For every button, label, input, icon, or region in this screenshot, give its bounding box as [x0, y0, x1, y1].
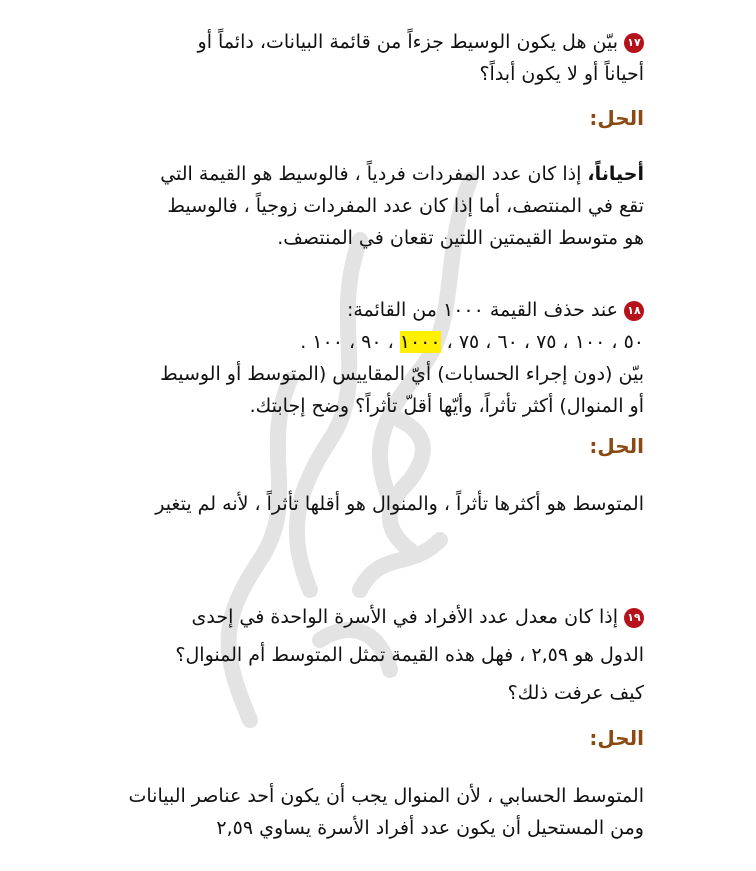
answer-18-line-1: المتوسط هو أكثرها تأثراً ، والمنوال هو أقلها تأثراً ، لأنه لم يتغير	[155, 493, 644, 515]
answer-17-line-1	[54, 158, 644, 190]
solution-label: الحل:	[589, 726, 644, 750]
answer-19-line-2: ومن المستحيل أن يكون عدد أفراد الأسرة يساوي ٢,٥٩	[216, 817, 644, 839]
answer-17-line-2: تقع في المنتصف، أما إذا كان عدد المفردات زوجياً ، فالوسيط	[167, 195, 644, 217]
question-17-text: بيّن هل يكون الوسيط جزءاً من قائمة البيانات، دائماً أو	[197, 31, 618, 53]
question-18-line-3: بيّن (دون إجراء الحسابات) أيّ المقاييس (المتوسط أو الوسيط	[160, 363, 644, 385]
question-17	[54, 26, 644, 90]
answer-18	[54, 488, 644, 520]
question-number-badge: ١٨	[624, 301, 644, 321]
question-19-line-3: كيف عرفت ذلك؟	[507, 682, 644, 704]
value-list-start: ٥٠ ، ١٠٠ ، ٧٥ ، ٦٠ ، ٧٥ ،	[440, 331, 644, 353]
question-18	[54, 294, 644, 422]
question-19	[54, 598, 644, 712]
highlighted-value: ١٠٠٠	[399, 331, 441, 353]
question-17-line-2: أحياناً أو لا يكون أبداً؟	[479, 63, 644, 85]
question-18-text: عند حذف القيمة ١٠٠٠ من القائمة:	[346, 299, 618, 321]
answer-17	[54, 158, 644, 254]
question-18-line-4: أو المنوال) أكثر تأثراً، وأيّها أقلّ تأثراً؟ وضح إجابتك.	[249, 395, 644, 417]
question-17-line-1	[54, 26, 644, 58]
question-19-line-2: الدول هو ٢,٥٩ ، فهل هذه القيمة تمثل المتوسط أم المنوال؟	[175, 644, 644, 666]
solution-label: الحل:	[589, 434, 644, 458]
question-18-value-list	[54, 326, 644, 358]
answer-17-lead: أحياناً،	[587, 163, 644, 185]
solution-label: الحل:	[589, 106, 644, 130]
answer-17-line-3: هو متوسط القيمتين اللتين تقعان في المنتصف.	[277, 227, 644, 249]
answer-19	[54, 780, 644, 844]
question-18-line-1	[54, 294, 644, 326]
answer-17-text: إذا كان عدد المفردات فردياً ، فالوسيط هو القيمة التي	[160, 163, 588, 185]
question-19-text: إذا كان معدل عدد الأفراد في الأسرة الواحدة في إحدى	[191, 606, 618, 628]
value-list-end: ، ٩٠ ، ١٠٠ .	[300, 331, 400, 353]
answer-19-line-1: المتوسط الحسابي ، لأن المنوال يجب أن يكون أحد عناصر البيانات	[128, 785, 644, 807]
question-number-badge: ١٧	[624, 33, 644, 53]
question-19-line-1	[54, 598, 644, 636]
question-number-badge: ١٩	[624, 608, 644, 628]
